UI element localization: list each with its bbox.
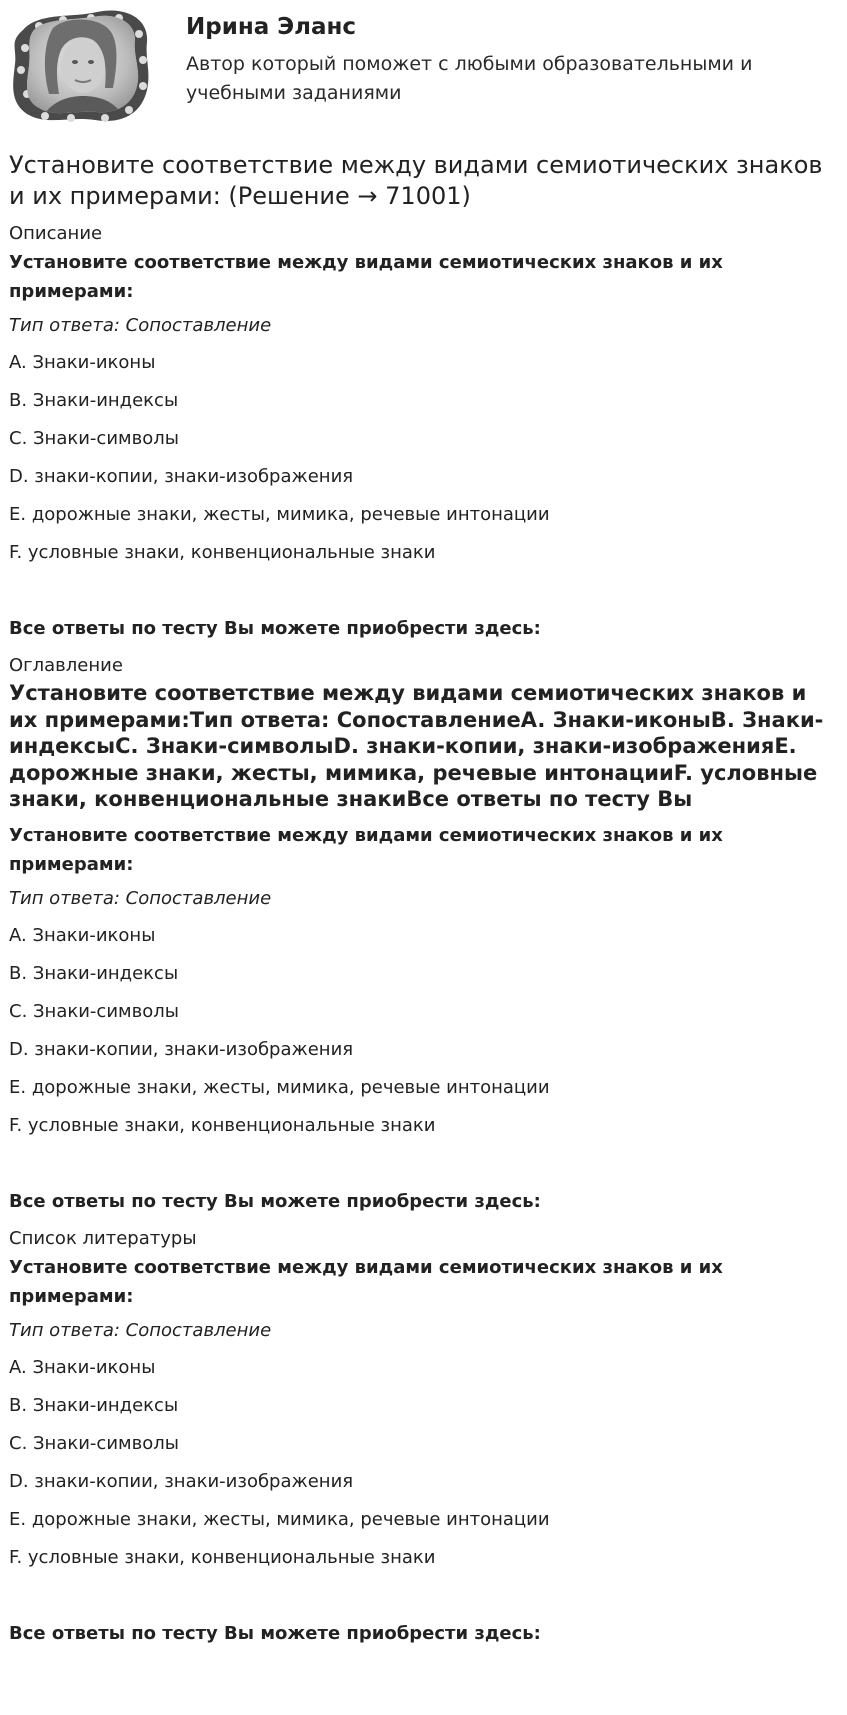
spacer [9, 1584, 835, 1622]
option-c: C. Знаки-символы [9, 428, 179, 449]
option-e: E. дорожные знаки, жесты, мимика, речевые интонации [9, 504, 550, 525]
section-label-description: Описание [9, 223, 103, 244]
option-b: B. Знаки-индексы [9, 962, 179, 984]
question-text: Установите соответствие между видами семиотических знаков и их примерами: [9, 1256, 723, 1307]
option-e: E. дорожные знаки, жесты, мимика, речевые интонации [9, 1076, 550, 1098]
option-c: C. Знаки-символы [9, 1000, 179, 1022]
section-label-toc: Оглавление [9, 655, 123, 676]
option-e: E. дорожные знаки, жесты, мимика, речевые интонации [9, 1508, 550, 1530]
page-title: Установите соответствие между видами семиотических знаков и их примерами: (Решение → 71001) [9, 151, 823, 210]
toc-heading: Установите соответствие между видами семиотических знаков и их примерами:Тип ответа: СопоставлениеA. Знаки-иконыB. Знаки-индексыC. Знаки-символыD. знаки-копии, знаки-изображенияE. дорожные знаки, жесты, мимика, речевые интонацииF. условные знаки, конвенциональные знакиВсе ответы по тесту Вы [9, 681, 824, 811]
option-d: D. знаки-копии, знаки-изображения [9, 1038, 354, 1060]
page [9, 0, 835, 1659]
author-description: Автор который поможет с любыми образовательными и учебными заданиями [186, 53, 753, 104]
spacer [9, 1152, 835, 1190]
option-a: A. Знаки-иконы [9, 924, 156, 946]
buy-answers-text: Все ответы по тесту Вы можете приобрести здесь: [9, 1622, 541, 1644]
option-b: B. Знаки-индексы [9, 1394, 179, 1416]
spacer [9, 579, 835, 617]
buy-answers-text: Все ответы по тесту Вы можете приобрести здесь: [9, 618, 541, 639]
author-name[interactable]: Ирина Эланс [186, 14, 357, 40]
option-f: F. условные знаки, конвенциональные знаки [9, 542, 436, 563]
answer-type: Тип ответа: Сопоставление [9, 887, 272, 909]
section-label-bibliography: Список литературы [9, 1227, 197, 1249]
option-f: F. условные знаки, конвенциональные знаки [9, 1114, 436, 1136]
option-d: D. знаки-копии, знаки-изображения [9, 466, 354, 487]
option-c: C. Знаки-символы [9, 1432, 179, 1454]
description-section [9, 222, 835, 641]
buy-answers-text: Все ответы по тесту Вы можете приобрести здесь: [9, 1190, 541, 1212]
option-a: A. Знаки-иконы [9, 1356, 156, 1378]
question-text: Установите соответствие между видами семиотических знаков и их примерами: [9, 824, 723, 875]
bibliography-section [9, 1227, 835, 1646]
answer-type: Тип ответа: Сопоставление [9, 1319, 272, 1341]
question-text: Установите соответствие между видами семиотических знаков и их примерами: [9, 252, 723, 302]
option-b: B. Знаки-индексы [9, 390, 179, 411]
option-a: A. Знаки-иконы [9, 352, 156, 373]
author-avatar[interactable] [9, 8, 151, 126]
toc-section [9, 654, 835, 1214]
author-card [9, 0, 835, 134]
option-d: D. знаки-копии, знаки-изображения [9, 1470, 354, 1492]
option-f: F. условные знаки, конвенциональные знаки [9, 1546, 436, 1568]
answer-type: Тип ответа: Сопоставление [9, 315, 272, 336]
